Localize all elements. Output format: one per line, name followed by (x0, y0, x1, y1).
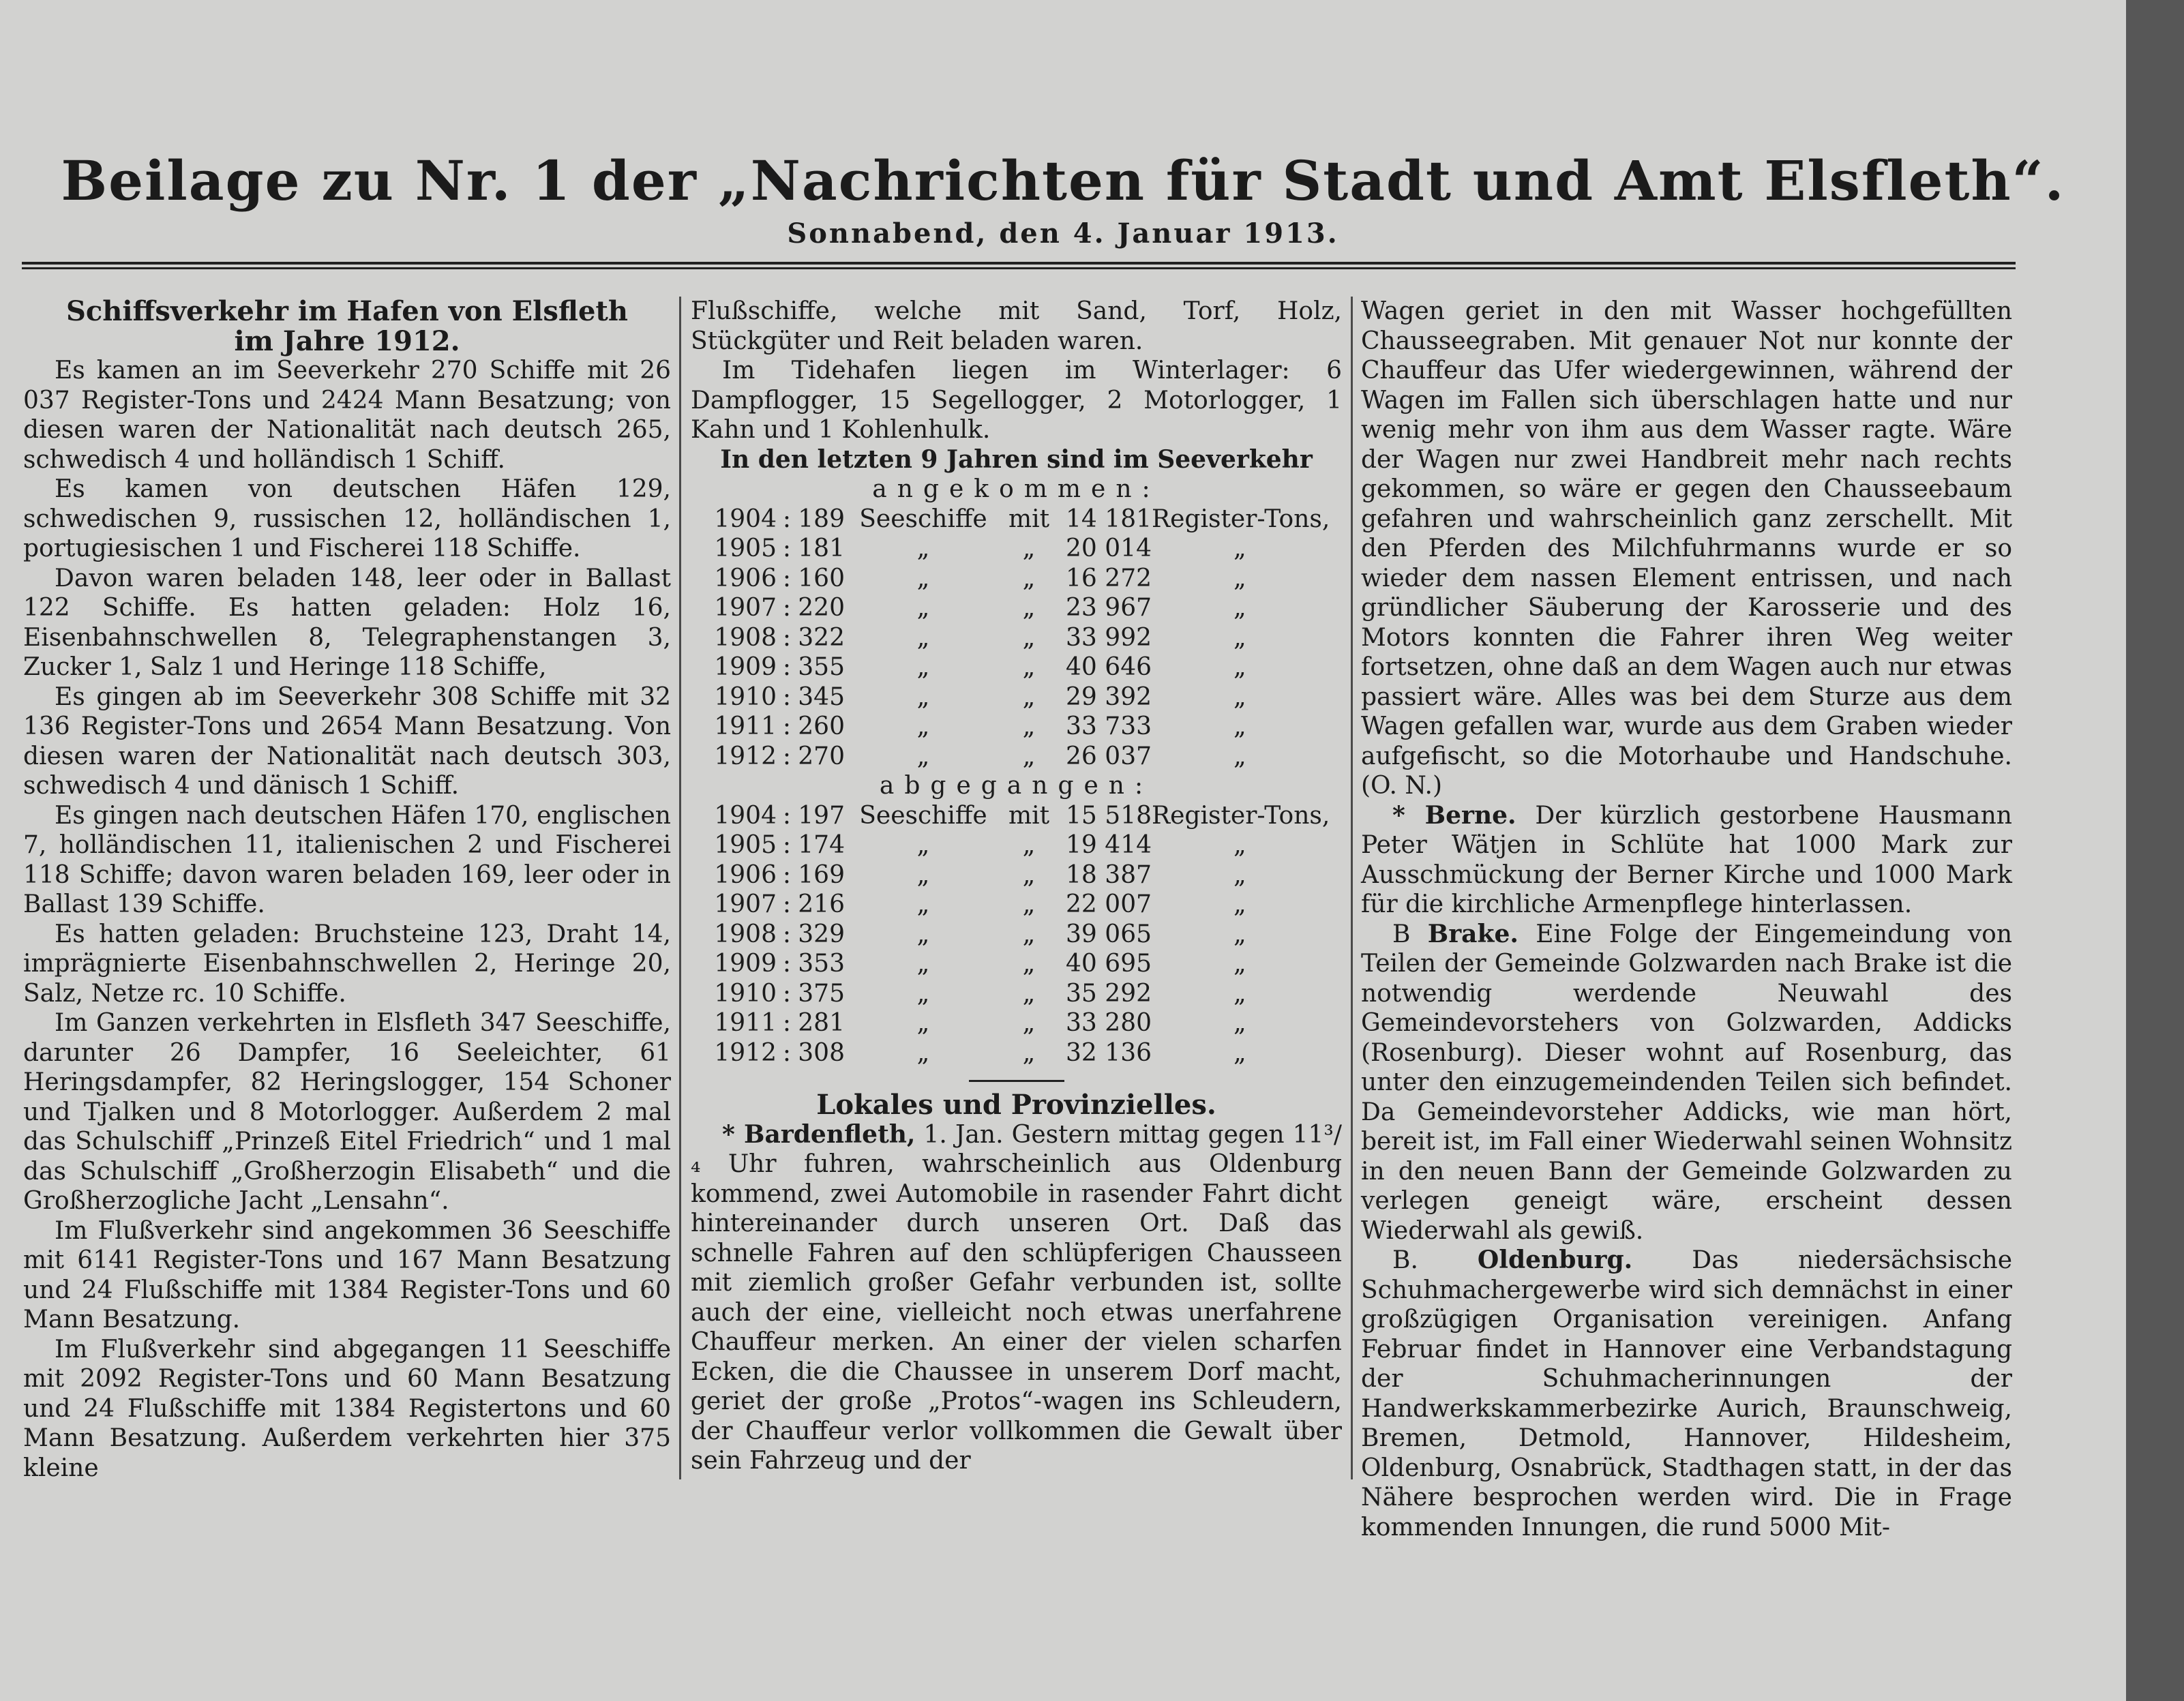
ditto-mark: „ (1233, 831, 1246, 859)
tons-cell: 39 065 (1066, 920, 1152, 948)
count-cell: 260 (798, 712, 845, 740)
paragraph: Es kamen an im Seeverkehr 270 Schiffe mit 26 037 Register-Tons und 2424 Mann Besatzung; von diesen waren der Nationalität nach deutsch 265, schwedisch 4 und holländisch 1 Schiff. (23, 357, 671, 474)
count-cell: 216 (798, 890, 845, 918)
table-row (691, 890, 1342, 920)
column-2 (691, 297, 1342, 1479)
paragraph (1361, 1246, 2012, 1542)
count-cell: 355 (798, 653, 845, 681)
paragraph (691, 1120, 1342, 1476)
ditto-mark: „ (916, 564, 930, 592)
ditto-mark: „ (1233, 920, 1246, 948)
year-cell: 1908 (714, 920, 777, 948)
ditto-mark: „ (1022, 742, 1036, 770)
table-heading: In den letzten 9 Jahren sind im Seeverkehr (720, 445, 1313, 474)
paragraph: Flußschiffe, welche mit Sand, Torf, Holz, Stückgüter und Reit beladen waren. (691, 297, 1342, 355)
ditto-mark: „ (916, 742, 930, 770)
ditto-mark: „ (1233, 950, 1246, 978)
table-row (691, 742, 1342, 772)
table-row (691, 830, 1342, 860)
ditto-mark: „ (916, 890, 930, 918)
masthead-rule (22, 262, 2016, 269)
tons-cell: 32 136 (1066, 1038, 1152, 1067)
table-row (691, 652, 1342, 682)
paragraph (1361, 801, 2012, 920)
section-heading: Lokales und Provinzielles. (816, 1089, 1216, 1121)
count-cell: 375 (798, 979, 845, 1008)
ditto-mark: „ (1022, 623, 1036, 652)
paragraph-text: 1. Jan. Gestern mittag gegen 11³/₄ Uhr fuhren, wahrscheinlich aus Oldenburg kommend, zwei Automobile in rasender Fahrt dicht hintereinander durch unseren Ort. Daß das schnelle Fahren auf den schlüpferigen Chausseen mit ziemlich großer Gefahr verbunden ist, sollte auch der eine, vielleicht noch etwas unerfahrene Chauffeur merken. An einer der vielen scharfen Ecken, die die Chaussee in unserem Dorf macht, geriet der große „Protos“-wagen ins Schleudern, der Chauffeur verlor vollkommen die Gewalt über sein Fahrzeug und der (691, 1120, 1342, 1475)
table-row (691, 623, 1342, 653)
ditto-mark: „ (1022, 653, 1036, 681)
tons-cell: 26 037 (1066, 742, 1152, 770)
colon-cell: : (782, 801, 792, 830)
colon-cell: : (782, 950, 792, 978)
paragraph: Im Ganzen verkehrten in Elsfleth 347 Seeschiffe, darunter 26 Dampfer, 16 Seeleichter, 61 Heringsdampfer, 82 Heringslogger, 154 Schoner und Tjalken und 8 Motorlogger. Außerdem 2 mal das Schulschiff „Prinzeß Eitel Friedrich“ und 1 mal das Schulschiff „Großherzogin Elisabeth“ und die Großherzogliche Jacht „Lensahn“. (23, 1009, 671, 1215)
colon-cell: : (782, 890, 792, 918)
count-cell: 353 (798, 950, 845, 978)
ditto-mark: „ (916, 623, 930, 652)
ditto-mark: „ (1022, 860, 1036, 889)
tons-cell: 29 392 (1066, 682, 1152, 711)
masthead (0, 147, 2126, 252)
year-cell: 1912 (714, 742, 777, 770)
article-heading: im Jahre 1912. (234, 325, 460, 357)
mit-cell: mit (1008, 505, 1050, 533)
source-mark: B (1392, 920, 1428, 948)
table-row (691, 1008, 1342, 1038)
colon-cell: : (782, 1038, 792, 1067)
mit-cell: mit (1008, 801, 1050, 830)
year-cell: 1905 (714, 535, 777, 562)
tons-cell: 14 181 (1066, 505, 1152, 533)
column-1 (23, 295, 671, 1482)
ditto-mark: „ (1233, 653, 1246, 681)
paragraph-text: Das niedersächsische Schuhmachergewerbe wird sich demnächst in einer großzügigen Organisation vereinigen. Anfang Februar findet in Hannover eine Verbandstagung der Schuhmacherinnungen der Handwerkskammerbezirke Aurich, Braunschweig, Bremen, Detmold, Hannover, Hildesheim, Oldenburg, Osnabrück, Stadthagen statt, in der das Nähere besprochen werden wird. Die in Frage kommenden Innungen, die rund 5000 Mit- (1361, 1246, 2012, 1541)
colon-cell: : (782, 564, 792, 592)
count-cell: 169 (798, 860, 845, 889)
colon-cell: : (782, 623, 792, 652)
colon-cell: : (782, 594, 792, 622)
ditto-mark: „ (1233, 712, 1246, 740)
unit-cell: Register-Tons, (1152, 505, 1330, 533)
place-name: * Berne. (1392, 800, 1516, 830)
count-cell: 189 (798, 505, 845, 533)
count-cell: 308 (798, 1038, 845, 1067)
ditto-mark: „ (916, 712, 930, 740)
count-cell: 270 (798, 742, 845, 770)
place-name: Brake. (1427, 919, 1519, 948)
ditto-mark: „ (1022, 564, 1036, 592)
paragraph: Es kamen von deutschen Häfen 129, schwedischen 9, russischen 12, holländischen 1, portugiesischen 1 und Fischerei 118 Schiffe. (23, 475, 671, 562)
ditto-mark: „ (1022, 682, 1036, 711)
ditto-mark: „ (916, 682, 930, 711)
table-row (691, 534, 1342, 564)
table-row (691, 949, 1342, 979)
colon-cell: : (782, 653, 792, 681)
table-row (691, 682, 1342, 712)
place-name: * Bardenfleth, (722, 1119, 916, 1149)
separator-rule (969, 1080, 1064, 1082)
ditto-mark: „ (916, 1038, 930, 1067)
ditto-mark: „ (1233, 890, 1246, 918)
ditto-mark: „ (1022, 1038, 1036, 1067)
ditto-mark: „ (916, 594, 930, 622)
table-row (691, 920, 1342, 950)
paragraph: Es gingen ab im Seeverkehr 308 Schiffe mit 32 136 Register-Tons und 2654 Mann Besatzung. Von diesen waren der Nationalität nach deutsch 303, schwedisch 4 und dänisch 1 Schiff. (23, 682, 671, 800)
ditto-mark: „ (1022, 712, 1036, 740)
year-cell: 1909 (714, 950, 777, 978)
colon-cell: : (782, 831, 792, 859)
tons-cell: 23 967 (1066, 594, 1152, 622)
year-cell: 1910 (714, 979, 777, 1008)
colon-cell: : (782, 860, 792, 889)
scan-background (2126, 0, 2184, 1701)
column-divider (679, 297, 681, 1479)
ditto-mark: „ (1233, 860, 1246, 889)
type-cell: Seeschiffe (859, 801, 987, 830)
count-cell: 220 (798, 594, 845, 622)
tons-cell: 33 992 (1066, 623, 1152, 652)
ditto-mark: „ (1233, 594, 1246, 622)
ditto-mark: „ (1022, 594, 1036, 622)
tons-cell: 22 007 (1066, 890, 1152, 918)
column-divider (1351, 297, 1353, 1479)
article-heading: Schiffsverkehr im Hafen von Elsfleth (66, 295, 628, 327)
ditto-mark: „ (1233, 535, 1246, 562)
masthead-date: Sonnabend, den 4. Januar 1913. (787, 217, 1339, 250)
ditto-mark: „ (916, 535, 930, 562)
colon-cell: : (782, 742, 792, 770)
tons-cell: 15 518 (1066, 801, 1152, 830)
table-row (691, 564, 1342, 594)
paragraph: Im Flußverkehr sind angekommen 36 Seeschiffe mit 6141 Register-Tons und 167 Mann Besatzung und 24 Flußschiffe mit 1384 Register-Tons und 60 Mann Besatzung. (23, 1216, 671, 1334)
ditto-mark: „ (1233, 564, 1246, 592)
ditto-mark: „ (1022, 920, 1036, 948)
table-row (691, 801, 1342, 831)
ditto-mark: „ (916, 831, 930, 859)
colon-cell: : (782, 535, 792, 562)
colon-cell: : (782, 1009, 792, 1037)
ditto-mark: „ (916, 920, 930, 948)
paragraph (1361, 920, 2012, 1246)
table-row (691, 979, 1342, 1009)
column-3 (1361, 297, 2012, 1541)
table-row (691, 1038, 1342, 1068)
count-cell: 345 (798, 682, 845, 711)
paragraph: Im Flußverkehr sind abgegangen 11 Seeschiffe mit 2092 Register-Tons und 60 Mann Besatzung und 24 Flußschiffe mit 1384 Registertons und 60 Mann Besatzung. Außerdem verkehrten hier 375 kleine (23, 1335, 671, 1482)
year-cell: 1906 (714, 860, 777, 889)
paragraph: Es hatten geladen: Bruchsteine 123, Draht 14, imprägnierte Eisenbahnschwellen 2, Heringe 20, Salz, Netze rc. 10 Schiffe. (23, 920, 671, 1008)
tons-cell: 16 272 (1066, 564, 1152, 592)
year-cell: 1909 (714, 653, 777, 681)
table-row (691, 712, 1342, 742)
tons-cell: 18 387 (1066, 860, 1152, 889)
ditto-mark: „ (1233, 1009, 1246, 1037)
table-row (691, 860, 1342, 890)
arrived-label: angekommen: (872, 475, 1161, 503)
year-cell: 1907 (714, 594, 777, 622)
place-name: Oldenburg. (1477, 1246, 1633, 1274)
ditto-mark: „ (916, 860, 930, 889)
ditto-mark: „ (1233, 742, 1246, 770)
colon-cell: : (782, 979, 792, 1008)
tons-cell: 20 014 (1066, 535, 1152, 562)
ditto-mark: „ (1233, 1038, 1246, 1067)
year-cell: 1904 (714, 801, 777, 830)
table-row (691, 593, 1342, 623)
year-cell: 1912 (714, 1038, 777, 1067)
ditto-mark: „ (1022, 979, 1036, 1008)
ditto-mark: „ (1022, 890, 1036, 918)
year-cell: 1907 (714, 890, 777, 918)
colon-cell: : (782, 682, 792, 711)
tons-cell: 33 733 (1066, 712, 1152, 740)
ditto-mark: „ (1022, 950, 1036, 978)
year-cell: 1905 (714, 831, 777, 859)
tons-cell: 40 646 (1066, 653, 1152, 681)
tons-cell: 33 280 (1066, 1009, 1152, 1037)
unit-cell: Register-Tons, (1152, 801, 1330, 830)
colon-cell: : (782, 505, 792, 533)
ditto-mark: „ (1233, 623, 1246, 652)
tons-cell: 35 292 (1066, 979, 1152, 1008)
ditto-mark: „ (916, 950, 930, 978)
ditto-mark: „ (916, 1009, 930, 1037)
table-row (691, 505, 1342, 535)
year-cell: 1908 (714, 623, 777, 652)
year-cell: 1910 (714, 682, 777, 711)
ditto-mark: „ (1022, 535, 1036, 562)
year-cell: 1911 (714, 712, 777, 740)
paragraph-text: Eine Folge der Eingemeindung von Teilen der Gemeinde Golzwarden nach Brake ist die notwendig werdende Neuwahl des Gemeindevorstehers von Golzwarden, Addicks (Rosenburg). Dieser wohnt auf Rosenburg, das unter den einzugemeindenden Teilen sich befindet. Da Gemeindevorsteher Addicks, wie man hört, bereit ist, im Fall einer Wiederwahl seinen Wohnsitz in den neuen Bann der Gemeinde Golzwarden zu verlegen geneigt wäre, erscheint dessen Wiederwahl als gewiß. (1361, 920, 2012, 1245)
ditto-mark: „ (916, 979, 930, 1008)
ditto-mark: „ (1233, 682, 1246, 711)
departed-label: abgegangen: (879, 772, 1154, 800)
count-cell: 322 (798, 623, 845, 652)
colon-cell: : (782, 712, 792, 740)
source-mark: B. (1392, 1246, 1478, 1274)
arrived-table (691, 505, 1342, 772)
year-cell: 1904 (714, 505, 777, 533)
type-cell: Seeschiffe (859, 505, 987, 533)
paragraph: Wagen geriet in den mit Wasser hochgefüllten Chausseegraben. Mit genauer Not nur konnte der Chauffeur das Ufer wiedergewinnen, während der Wagen im Fallen sich überschlagen hatte und nur wenig mehr von ihm aus dem Wasser ragte. Wäre der Wagen nur zwei Handbreit mehr nach rechts gekommen, so wäre er gegen den Chausseebaum gefahren und wahrscheinlich ganz zerschellt. Mit den Pferden des Milchfuhrmanns wurde er so wieder dem nassen Element entrissen, und nach gründlicher Säuberung der Karosserie und des Motors konnten die Fahrer ihren Weg weiter fortsetzen, ohne daß an dem Wagen auch nur etwas passiert wäre. Alles was bei dem Sturze aus dem Wagen gefallen war, wurde aus dem Graben wieder aufgefischt, so die Motorhaube und Handschuhe. (O. N.) (1361, 297, 2012, 800)
count-cell: 181 (798, 535, 845, 562)
year-cell: 1911 (714, 1009, 777, 1037)
departed-table (691, 801, 1342, 1068)
paragraph: Es gingen nach deutschen Häfen 170, englischen 7, holländischen 11, italienischen 2 und Fischerei 118 Schiffe; davon waren beladen 169, leer oder in Ballast 139 Schiffe. (23, 801, 671, 918)
count-cell: 174 (798, 831, 845, 859)
count-cell: 197 (798, 801, 845, 830)
year-cell: 1906 (714, 564, 777, 592)
paragraph: Davon waren beladen 148, leer oder in Ballast 122 Schiffe. Es hatten geladen: Holz 16, Eisenbahnschwellen 8, Telegraphenstangen 3, Zucker 1, Salz 1 und Heringe 118 Schiffe, (23, 564, 671, 681)
ditto-mark: „ (1022, 831, 1036, 859)
tons-cell: 19 414 (1066, 831, 1152, 859)
count-cell: 160 (798, 564, 845, 592)
tons-cell: 40 695 (1066, 950, 1152, 978)
paragraph: Im Tidehafen liegen im Winterlager: 6 Dampflogger, 15 Segellogger, 2 Motorlogger, 1 Kahn und 1 Kohlenhulk. (691, 357, 1342, 444)
ditto-mark: „ (916, 653, 930, 681)
colon-cell: : (782, 920, 792, 948)
ditto-mark: „ (1233, 979, 1246, 1008)
count-cell: 281 (798, 1009, 845, 1037)
ditto-mark: „ (1022, 1009, 1036, 1037)
masthead-title: Beilage zu Nr. 1 der „Nachrichten für Stadt und Amt Elsfleth“. (61, 149, 2065, 213)
count-cell: 329 (798, 920, 845, 948)
paragraph-text: Der kürzlich gestorbene Hausmann Peter Wätjen in Schlüte hat 1000 Mark zur Ausschmückung der Berner Kirche und 1000 Mark für die kirchliche Armenpflege hinterlassen. (1361, 801, 2012, 918)
